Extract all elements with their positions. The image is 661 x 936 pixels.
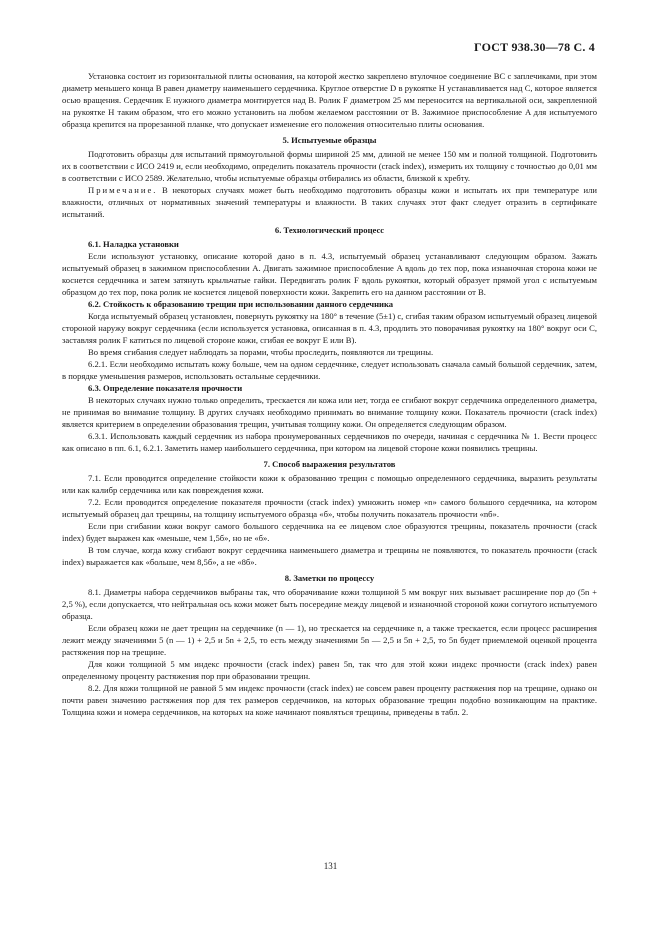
paragraph-6-2-1: 6.2.1. Если необходимо испытать кожу больше, чем на одном сердечнике, следует использовать сначала самый большой сердечник, затем, в порядке уменьшения размеров, использовать остальные сердечники.: [62, 359, 597, 381]
paragraph-7-2-b: Если при сгибании кожи вокруг самого большого сердечника на ее лицевом слое образуются трещины, показатель прочности (crack index) будет выражен как «меньше, чем 1,5б», но не «б».: [62, 521, 597, 543]
paragraph-6-3: В некоторых случаях нужно только определить, трескается ли кожа или нет, тогда ее сгибают вокруг сердечника определенного диаметра, не принимая во внимание толщину. В других случаях необходимо принимать во внимание толщину кожи. Показатель прочности (crack index) является критерием в определении образования трещин, учитывая толщину кожи. Он определяется следующим образом.: [62, 395, 597, 429]
paragraph-6-3-1: 6.3.1. Использовать каждый сердечник из набора пронумерованных сердечников по очереди, начиная с сердечника № 1. Вести процесс как описано в пп. 6.1, 6.2.1. Заметить намер наибольшего сердечника, при котором на лицевой стороне кожи появились трещины.: [62, 431, 597, 453]
paragraph-6-2-b: Во время сгибания следует наблюдать за порами, чтобы проследить, появляются ли трещины.: [88, 347, 434, 357]
paragraph-8-2: 8.2. Для кожи толщиной не равной 5 мм индекс прочности (crack index) не совсем равен проценту растяжения пор на трещине, однако он почти равен значению растяжения пор для тех размеров сердечников, на которых образование трещин подобно возникающим на практике. Толщина кожи и номера сердечников, на которых на коже начинают появляться трещины, приведены в табл. 2.: [62, 683, 597, 717]
page-number: 131: [323, 861, 338, 871]
paragraph-intro: Установка состоит из горизонтальной плиты основания, на которой жестко закреплено втулочное соединение BC с заплечиками, при этом диаметр меньшего конца B равен диаметру наименьшего сердечника. Круглое отверстие D в рукоятке H устанавливается над C, которое является осью вращения. Сердечник E нужного диаметра монтируется над B. Ролик F диаметром 25 мм переносится на вертикальной оси, закрепленной на рукоятке H таким образом, что его можно установить на любом желаемом расстоянии от B. Зажимное приспособление A для испытуемого образца крепится на прорезанной планке, что допускает изменение его положения относительно плиты основания.: [62, 71, 597, 129]
paragraph-8-1-a: 8.1. Диаметры набора сердечников выбраны так, что оборачивание кожи толщиной 5 мм вокруг них вызывает расширение пор до (5n + 2,5 %), если допускается, что нейтральная ось кожи может быть посередине между лицевой и изнаночной стороной кожи согнутого испытуемого образца.: [62, 587, 597, 621]
paragraph-8-1-b: Если образец кожи не дает трещин на сердечнике (n — 1), но трескается на сердечнике n, а также трескается, если процесс расширения лежит между значениями 5 (n — 1) + 2,5 и 5n + 2,5, то есть между значениями 5n — 2,5 и 5n + 2,5, то 5n будет приемлемой оценкой процента растяжения пор на трещине.: [62, 623, 597, 657]
paragraph-7-2-a: 7.2. Если проводится определение показателя прочности (crack index) умножить номер «n» самого большого сердечника, на котором испытуемый образец дал трещины, на толщину испытуемого образца «б», чтобы получить показатель прочности «nб».: [62, 497, 597, 519]
section-7-heading: 7. Способ выражения результатов: [263, 459, 396, 469]
running-header: ГОСТ 938.30—78 С. 4: [474, 40, 595, 54]
paragraph-7-1: 7.1. Если проводится определение стойкости кожи к образованию трещин с помощью определенного сердечника, выразить результаты или как калибр сердечника или как повреждения кожи.: [62, 473, 597, 495]
section-5-heading: 5. Испытуемые образцы: [282, 135, 377, 145]
paragraph-6-1: Если используют установку, описание которой дано в п. 4.3, испытуемый образец устанавливают следующим образом. Зажать испытуемый образец в зажимном приспособлении A. Двигать зажимное приспособление A вдоль до тех пор, пока изнаночная сторона кожи не коснется сердечника и затем затянуть крыльчатые гайки. Передвигать ролик F вдоль рукоятки, который образует прямой угол с испытуемым образцом до тех пор, пока ролик не коснется лицевой поверхности кожи. Закрепить его на данном расстоянии от B.: [62, 251, 597, 297]
paragraph-6-2-a: Когда испытуемый образец установлен, повернуть рукоятку на 180° в течение (5±1) с, сгибая таким образом испытуемый образец лицевой стороной наружу вокруг сердечника (если используется установка, описанная в п. 4.3, продлить это поворачивая рукоятку на 180° вокруг оси C, заставляя ролик F катиться по лицевой стороне кожи, сгибая ее вокруг E или B).: [62, 311, 597, 345]
paragraph-8-1-c: Для кожи толщиной 5 мм индекс прочности (crack index) равен 5n, так что для этой кожи индекс прочности (crack index) равен определенному проценту растяжения пор при образовании трещин.: [62, 659, 597, 681]
subsection-6-3-heading: 6.3. Определение показателя прочности: [88, 383, 243, 393]
paragraph-7-2-c: В том случае, когда кожу сгибают вокруг сердечника наименьшего диаметра и трещины не появляются, то показатель прочности (crack index) выражается как «больше, чем 8,5б», а не «8б».: [62, 545, 597, 567]
document-body: [62, 70, 597, 718]
subsection-6-1-heading: 6.1. Наладка установки: [88, 239, 179, 249]
section-6-heading: 6. Технологический процесс: [274, 225, 385, 235]
section-8-heading: 8. Заметки по процессу: [284, 573, 375, 583]
note-text: В некоторых случаях может быть необходимо подготовить образцы кожи и испытать их при температуре или влажности, отличных от нормативных значений температуры и влажности. В таких случаях этот факт следует отразить в сертификате испытаний.: [62, 185, 597, 219]
paragraph-5-1: Подготовить образцы для испытаний прямоугольной формы шириной 25 мм, длиной не менее 150 мм и полной толщиной. Подготовить их в соответствии с ИСО 2419 и, если необходимо, определить показатель прочности (crack index), измерить их толщину с точностью до 0,01 мм в соответствии с ИСО 2589. Желательно, чтобы испытуемые образцы отбирались из области, близкой к хребту.: [62, 149, 597, 183]
note-5: [62, 184, 597, 220]
subsection-6-2-heading: 6.2. Стойкость к образованию трещин при использовании данного сердечника: [88, 299, 394, 309]
note-label: Примечание.: [88, 185, 158, 195]
